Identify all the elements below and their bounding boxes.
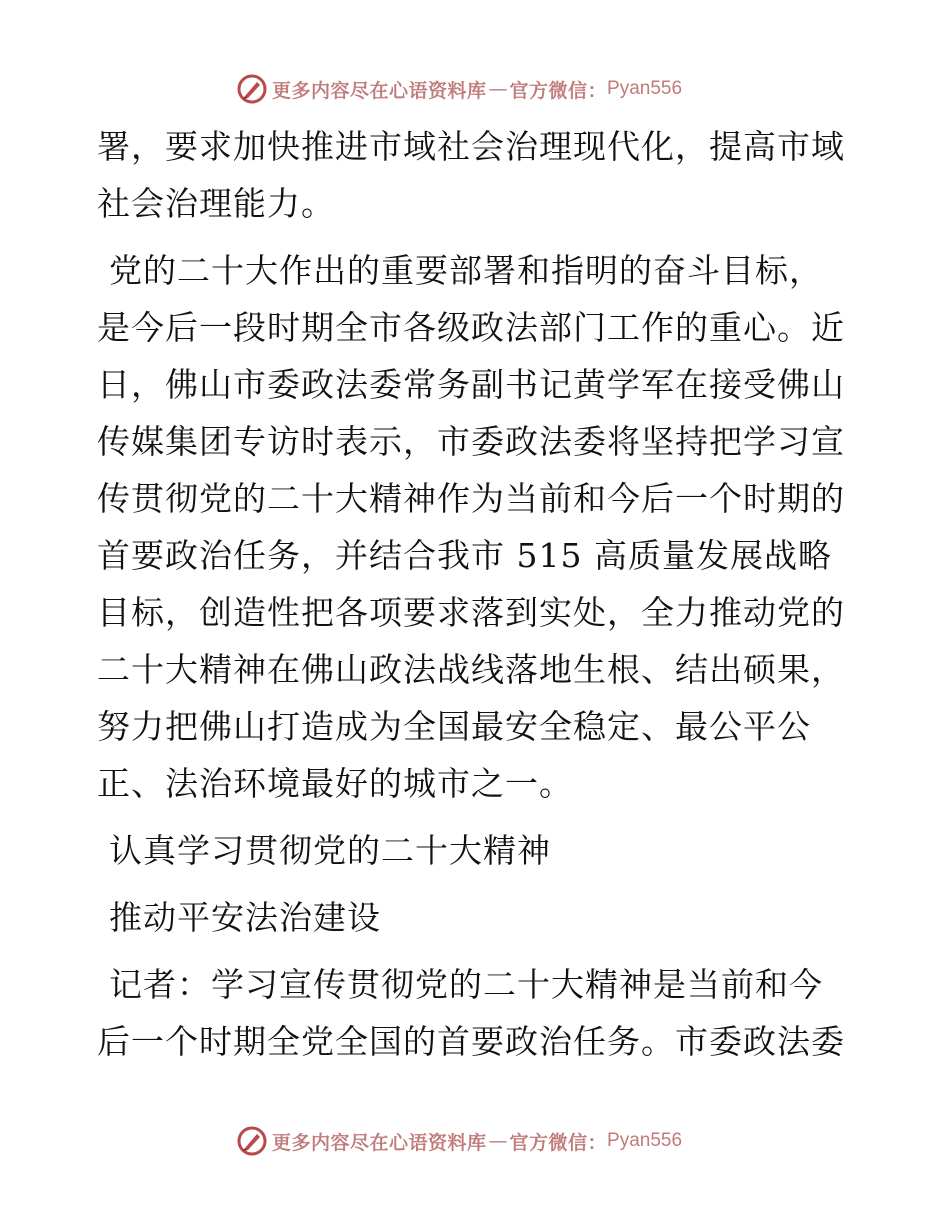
header-watermark — [236, 72, 682, 106]
text-line: 努力把佛山打造成为全国最安全稳定、最公平公 — [97, 707, 811, 746]
watermark-id: Pyan556 — [607, 78, 683, 99]
paragraph-continuation — [97, 118, 849, 232]
section-heading: 认真学习贯彻党的二十大精神 — [109, 831, 551, 870]
document-body — [97, 118, 849, 1080]
watermark-separator: — — [488, 1130, 508, 1152]
watermark-suffix: 官方微信： — [509, 79, 608, 102]
text-line: 党的二十大作出的重要部署和指明的奋斗目标， — [109, 251, 823, 290]
text-line: 正、法治环境最好的城市之一。 — [97, 764, 573, 803]
text-line: 社会治理能力。 — [97, 184, 335, 223]
pen-logo-icon — [236, 73, 268, 105]
watermark-id: Pyan556 — [607, 1130, 683, 1151]
watermark-suffix: 官方微信： — [509, 1131, 608, 1154]
text-line: 传贯彻党的二十大精神作为当前和今后一个时期的 — [97, 479, 845, 518]
watermark-separator: — — [488, 78, 508, 100]
footer-watermark — [236, 1124, 682, 1158]
text-line: 目标，创造性把各项要求落到实处，全力推动党的 — [97, 593, 845, 632]
section-subheading: 推动平安法治建设 — [109, 898, 381, 937]
pen-logo-icon — [236, 1125, 268, 1157]
paragraph-main — [97, 242, 849, 812]
text-line: 日，佛山市委政法委常务副书记黄学军在接受佛山 — [97, 365, 845, 404]
text-line: 记者：学习宣传贯彻党的二十大精神是当前和今 — [109, 965, 823, 1004]
text-line: 传媒集团专访时表示，市委政法委将坚持把学习宣 — [97, 422, 845, 461]
watermark-text: 更多内容尽在心语资料库 — [272, 79, 487, 102]
text-line: 后一个时期全党全国的首要政治任务。市委政法委 — [97, 1022, 845, 1061]
watermark-text: 更多内容尽在心语资料库 — [272, 1131, 487, 1154]
text-line: 是今后一段时期全市各级政法部门工作的重心。近 — [97, 308, 845, 347]
text-line: 署，要求加快推进市域社会治理现代化，提高市域 — [97, 127, 845, 166]
text-line: 首要政治任务，并结合我市 515 高质量发展战略 — [97, 536, 832, 575]
paragraph-interview — [97, 956, 849, 1070]
text-line: 二十大精神在佛山政法战线落地生根、结出硕果， — [97, 650, 845, 689]
